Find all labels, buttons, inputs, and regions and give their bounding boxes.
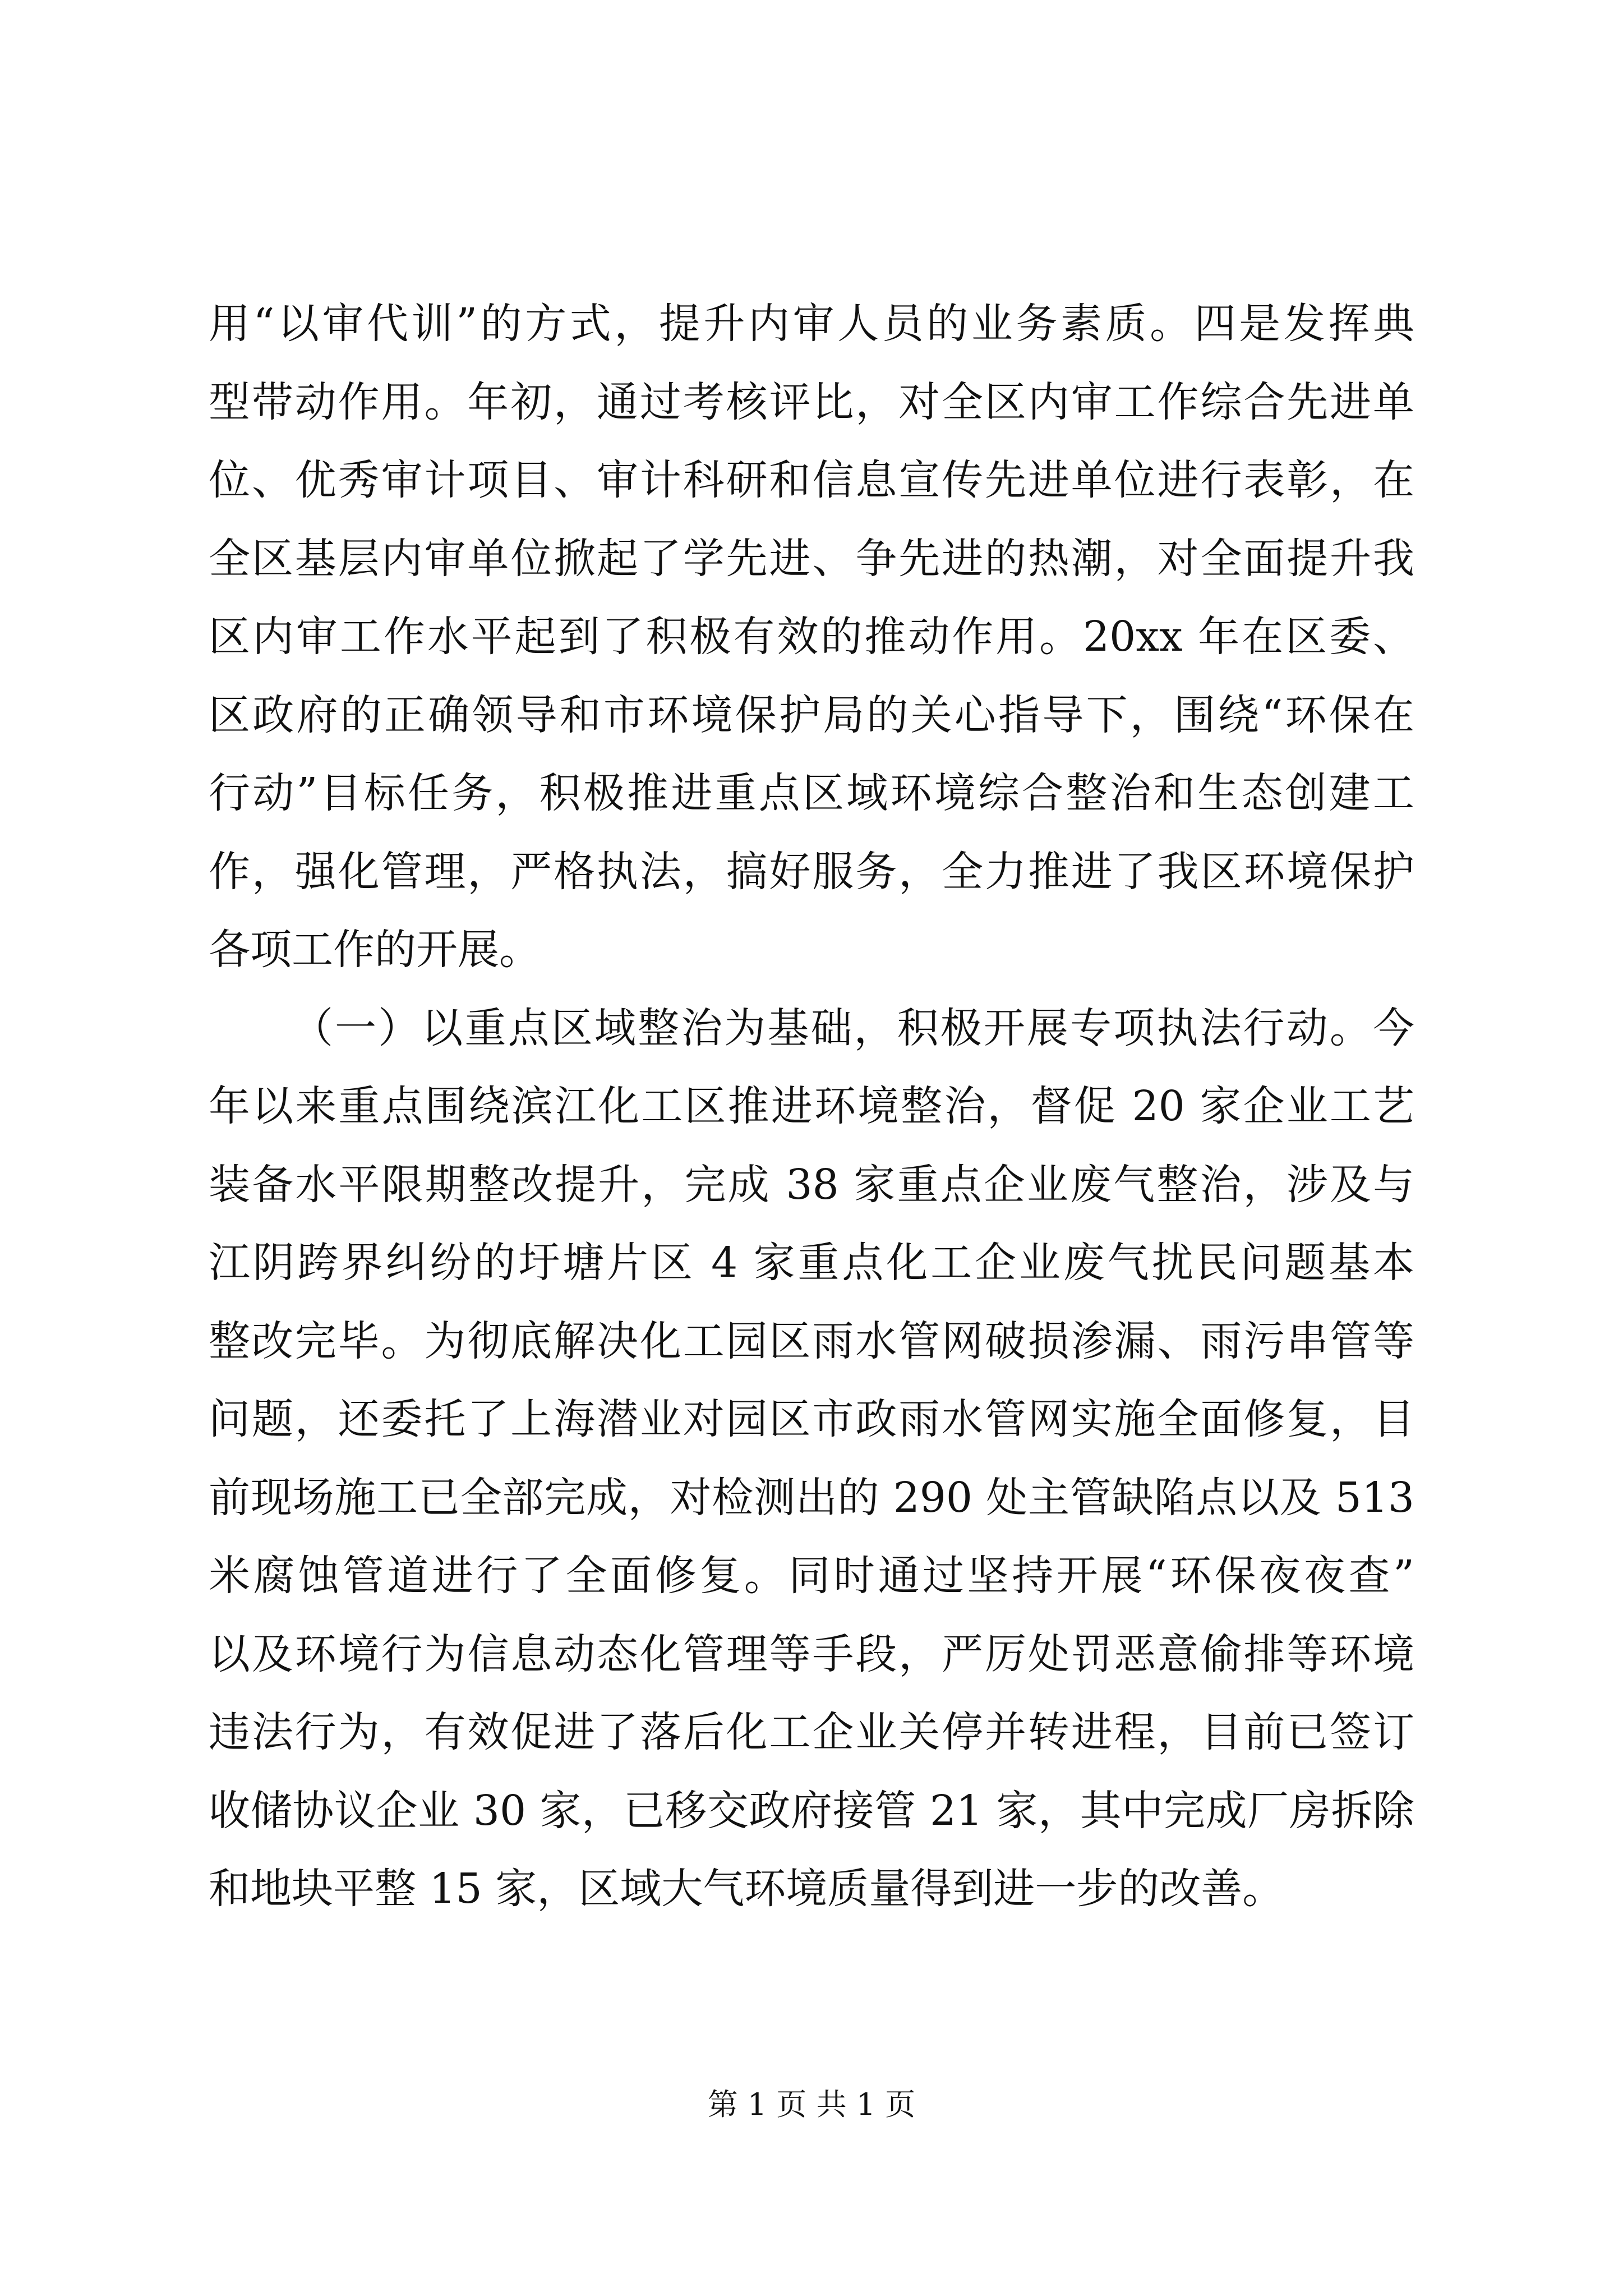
text-line: 位、优秀审计项目、审计科研和信息宣传先进单位进行表彰，在 (209, 456, 1414, 504)
text-line: 前现场施工已全部完成，对检测出的 290 处主管缺陷点以及 513 (209, 1473, 1414, 1522)
text-line: 作，强化管理，严格执法，搞好服务，全力推进了我区环境保护 (209, 847, 1414, 896)
text-line: 全区基层内审单位掀起了学先进、争先进的热潮，对全面提升我 (209, 534, 1414, 583)
text-line: 型带动作用。年初，通过考核评比，对全区内审工作综合先进单 (209, 378, 1414, 426)
document-body (209, 285, 1414, 1929)
page-number-label: 第 1 页 共 1 页 (707, 2087, 916, 2122)
text-line: 装备水平限期整改提升，完成 38 家重点企业废气整治，涉及与 (209, 1160, 1414, 1209)
page-footer (0, 2088, 1623, 2122)
text-line: 收储协议企业 30 家，已移交政府接管 21 家，其中完成厂房拆除 (209, 1786, 1414, 1835)
text-line: 整改完毕。为彻底解决化工园区雨水管网破损渗漏、雨污串管等 (209, 1317, 1414, 1365)
text-line: 米腐蚀管道进行了全面修复。同时通过坚持开展“环保夜夜查” (209, 1552, 1414, 1600)
text-line: 违法行为，有效促进了落后化工企业关停并转进程，目前已签订 (209, 1708, 1414, 1756)
text-line: 行动”目标任务，积极推进重点区域环境综合整治和生态创建工 (209, 769, 1414, 817)
text-line: 各项工作的开展。 (209, 926, 541, 974)
text-line: 年以来重点围绕滨江化工区推进环境整治，督促 20 家企业工艺 (209, 1082, 1414, 1130)
text-line: 区政府的正确领导和市环境保护局的关心指导下，围绕“环保在 (209, 691, 1414, 739)
text-line: 区内审工作水平起到了积极有效的推动作用。20xx 年在区委、 (209, 613, 1414, 661)
text-line: 和地块平整 15 家，区域大气环境质量得到进一步的改善。 (209, 1865, 1284, 1913)
text-line: 以及环境行为信息动态化管理等手段，严厉处罚恶意偷排等环境 (209, 1630, 1414, 1678)
text-line: 问题，还委托了上海潜业对园区市政雨水管网实施全面修复，目 (209, 1395, 1414, 1443)
text-line: （一）以重点区域整治为基础，积极开展专项执法行动。今 (292, 1004, 1414, 1052)
text-line: 用“以审代训”的方式，提升内审人员的业务素质。四是发挥典 (209, 300, 1414, 348)
text-line: 江阴跨界纠纷的圩塘片区 4 家重点化工企业废气扰民问题基本 (209, 1239, 1414, 1287)
